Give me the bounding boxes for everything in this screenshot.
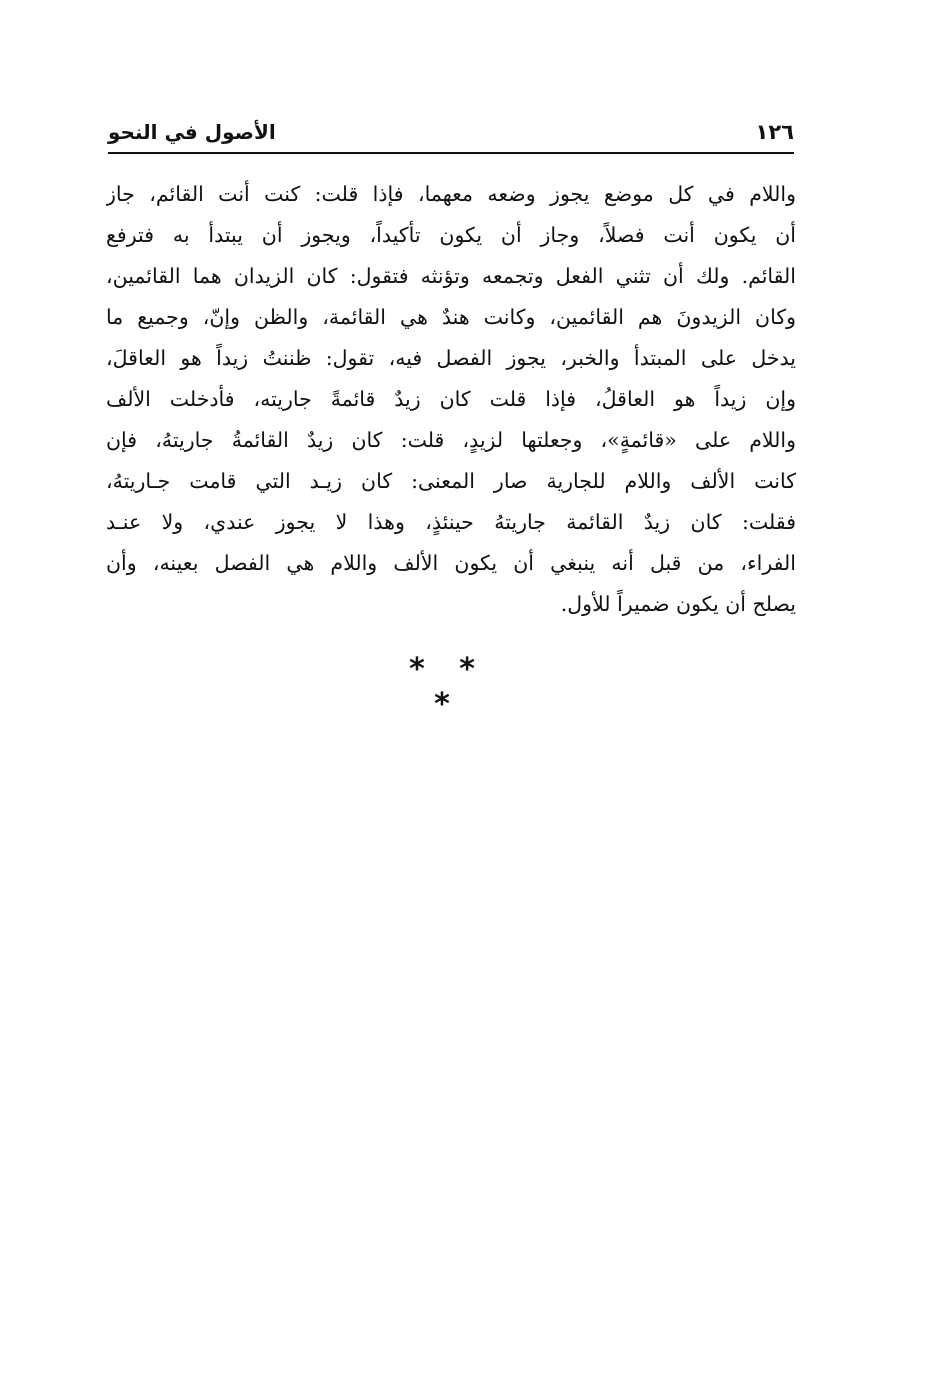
text-line: وإن زيداً هو العاقلُ، فإذا قلت كان زيدٌ قائمةً جاريته، فأدخلت الألف: [106, 387, 796, 411]
text-line: يدخل على المبتدأ والخبر، يجوز الفصل فيه، تقول: ظننتُ زيداً هو العاقلَ،: [106, 346, 796, 370]
text-line: القائم. ولك أن تثني الفعل وتجمعه وتؤنثه فتقول: كان الزيدان هما القائمين،: [106, 264, 796, 288]
body-paragraph: [106, 174, 796, 625]
page-header: [108, 116, 794, 150]
page-number: ١٢٦: [755, 120, 794, 144]
text-line: يصلح أن يكون ضميراً للأول.: [560, 592, 796, 616]
text-line: أن يكون أنت فصلاً، وجاز أن يكون تأكيداً، ويجوز أن يبتدأ به فترفع: [106, 223, 796, 247]
text-line: فقلت: كان زيدٌ القائمة جاريتهُ حينئذٍ، وهذا لا يجوز عندي، ولا عنـد: [106, 510, 796, 534]
text-line: الفراء، من قبل أنه ينبغي أن يكون الألف واللام هي الفصل بعينه، وأن: [106, 551, 796, 575]
text-line: واللام في كل موضع يجوز وضعه معهما، فإذا قلت: كنت أنت القائم، جاز: [106, 182, 796, 206]
text-line: وكان الزيدونَ هم القائمين، وكانت هندٌ هي القائمة، والظن وإنّ، وجميع ما: [106, 305, 796, 329]
section-separator: * * *: [409, 652, 487, 722]
header-rule: [108, 152, 794, 154]
text-line: واللام على «قائمةٍ»، وجعلتها لزيدٍ، قلت: كان زيدٌ القائمةُ جاريتهُ، فإن: [106, 428, 796, 452]
text-line: كانت الألف واللام للجارية صار المعنى: كان زيـد التي قامت جـاريتهُ،: [106, 469, 796, 493]
running-title: الأصول في النحو: [108, 120, 276, 144]
